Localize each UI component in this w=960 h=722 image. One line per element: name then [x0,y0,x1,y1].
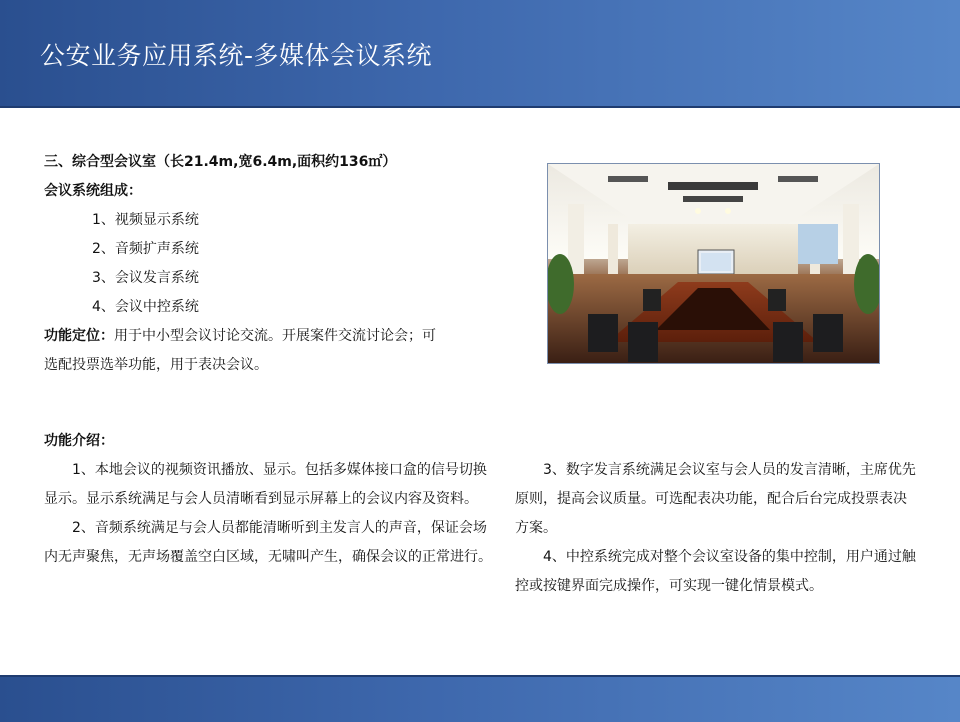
component-item-3: 3、会议发言系统 [92,270,199,286]
footer-banner [0,675,960,722]
features-label: 功能介绍： [44,433,114,449]
feature-2: 2、音频系统满足与会人员都能清晰听到主发言人的声音，保证会场内无声聚焦，无声场覆盖空白区域，无啸叫产生，确保会议的正常进行。 [44,520,492,565]
features-left-column [44,456,492,572]
feature-4: 4、中控系统完成对整个会议室设备的集中控制，用户通过触控或按键界面完成操作，可实现一键化情景模式。 [515,549,916,594]
conference-room-illustration [548,164,879,363]
header-banner [0,0,960,108]
positioning-label: 功能定位： [44,328,114,344]
conference-room-photo [547,163,880,364]
component-item-2: 2、音频扩声系统 [92,241,199,257]
page-title: 公安业务应用系统-多媒体会议系统 [40,41,433,70]
features-right-column [515,456,917,601]
positioning-line-2: 选配投票选举功能，用于表决会议。 [44,357,268,373]
positioning-line-1 [44,322,514,351]
feature-1: 1、本地会议的视频资讯播放、显示。包括多媒体接口盒的信号切换显示。显示系统满足与会人员清晰看到显示屏幕上的会议内容及资料。 [44,462,487,507]
section-title: 三、综合型会议室（长21.4m,宽6.4m,面积约136㎡） [44,154,397,170]
component-item-4: 4、会议中控系统 [92,299,199,315]
feature-3: 3、数字发言系统满足会议室与会人员的发言清晰，主席优先原则，提高会议质量。可选配表决功能，配合后台完成投票表决方案。 [515,462,916,536]
positioning-text-1: 用于中小型会议讨论交流。开展案件交流讨论会；可 [114,328,436,344]
section-block [44,148,514,380]
component-item-1: 1、视频显示系统 [92,212,199,228]
composition-label: 会议系统组成： [44,183,142,199]
